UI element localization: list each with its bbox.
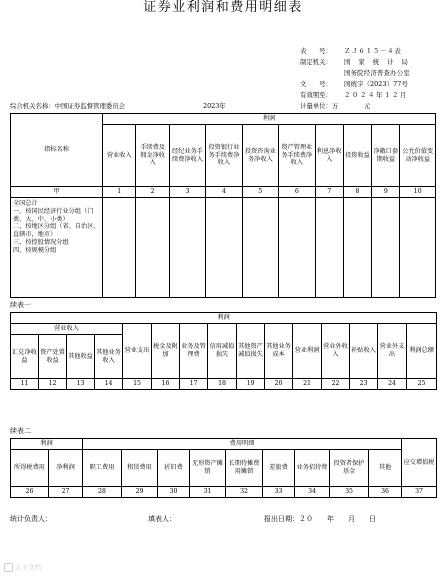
code-row-label: 甲 <box>11 187 103 198</box>
col-code: 36 <box>369 487 402 498</box>
col-code: 16 <box>152 379 180 390</box>
col-code: 37 <box>402 487 437 498</box>
unit-label: 计量单位：万 元 <box>300 102 371 110</box>
col-code: 25 <box>407 379 437 390</box>
col-header: 投资者保护基金 <box>330 450 369 487</box>
col-header: 营业外支出 <box>378 324 407 379</box>
col-header: 营业外收入 <box>322 324 350 379</box>
col-header: 营业收入 <box>103 125 136 187</box>
data-cell[interactable] <box>206 198 242 298</box>
col-header: 业务招待费 <box>295 450 330 487</box>
revenue-group-header: 营业收入 <box>11 324 123 335</box>
data-cell[interactable] <box>136 198 169 298</box>
col-header: 利润总额 <box>407 324 437 379</box>
watermark-text: 天下文档 <box>15 563 41 572</box>
col-code: 4 <box>206 187 242 198</box>
table3 <box>10 438 437 498</box>
col-code: 18 <box>208 379 237 390</box>
col-code: 15 <box>123 379 152 390</box>
col-code: 11 <box>11 379 39 390</box>
col-header: 差旅费 <box>263 450 295 487</box>
col-code: 2 <box>136 187 169 198</box>
col-code: 24 <box>378 379 407 390</box>
col-header: 营业支出 <box>123 324 152 379</box>
col-code: 27 <box>49 487 83 498</box>
row-item: 全国总计 <box>13 200 38 207</box>
row-items-cell <box>11 198 103 298</box>
col-code: 31 <box>190 487 226 498</box>
col-header: 长期待摊费用摊销 <box>226 450 263 487</box>
col-code: 5 <box>242 187 278 198</box>
col-header: 投资咨询业务净收入 <box>242 125 278 187</box>
col-code: 28 <box>83 487 122 498</box>
col-code: 26 <box>11 487 49 498</box>
page-title: 证券业利润和费用明细表 <box>143 0 303 15</box>
col-header: 资产管理业务手续费净收入 <box>279 125 315 187</box>
watermark-logo-icon <box>4 563 13 572</box>
col-header: 其他业务收入 <box>95 335 123 379</box>
col-code: 9 <box>372 187 400 198</box>
data-cell[interactable] <box>103 198 136 298</box>
col-code: 8 <box>343 187 371 198</box>
col-code: 19 <box>237 379 265 390</box>
org-name: 综合机关名称：中国证券监督管理委员会 <box>10 102 126 110</box>
section-label-continued-2: 续表二 <box>10 427 31 435</box>
col-code: 12 <box>39 379 67 390</box>
col-code: 35 <box>330 487 369 498</box>
statistics-head-label: 统计负责人： <box>10 515 52 523</box>
col-code: 34 <box>295 487 330 498</box>
profit-group-header: 利润 <box>11 313 437 324</box>
col-header: 应交增值税 <box>402 439 437 487</box>
col-header: 税金及附加 <box>152 324 180 379</box>
col-header: 经纪业务手续费净收入 <box>169 125 205 187</box>
col-header: 资产处置收益 <box>39 335 67 379</box>
col-code: 7 <box>315 187 343 198</box>
col-header: 补贴收入 <box>350 324 378 379</box>
col-code: 10 <box>400 187 436 198</box>
data-cell[interactable] <box>242 198 278 298</box>
expense-group-header: 费用明细 <box>83 439 402 450</box>
data-cell[interactable] <box>315 198 343 298</box>
col-code: 13 <box>67 379 95 390</box>
data-cell[interactable] <box>279 198 315 298</box>
col-header: 信用减值损失 <box>208 324 237 379</box>
doc-no-value: 国统字（2023）77号 <box>344 80 408 88</box>
col-header: 净敞口套期收益 <box>372 125 400 187</box>
col-code: 30 <box>158 487 190 498</box>
col-header: 公允价值变动净收益 <box>400 125 436 187</box>
col-code: 17 <box>180 379 208 390</box>
valid-until-label: 有效期至： <box>300 91 332 99</box>
form-no-label: 表 号： <box>300 47 332 55</box>
col-code: 3 <box>169 187 205 198</box>
profit-group-header: 利润 <box>103 114 436 125</box>
col-header: 所得税费用 <box>11 450 49 487</box>
data-cell[interactable] <box>169 198 205 298</box>
col-header: 汇兑净收益 <box>11 335 39 379</box>
data-cell[interactable] <box>400 198 436 298</box>
authority-value-2: 国务院经济普查办公室 <box>344 69 410 77</box>
col-header: 投资收益 <box>343 125 371 187</box>
col-code: 23 <box>350 379 378 390</box>
col-code: 29 <box>122 487 158 498</box>
row-item: 二、按地区分组（省、自治区、直辖市，地市） <box>13 223 100 238</box>
col-header: 其他收益 <box>67 335 95 379</box>
col-header: 其他业务成本 <box>265 324 293 379</box>
col-header: 投资银行业务手续费净收入 <box>206 125 242 187</box>
valid-until-value: ２０２４年１２月 <box>344 91 408 99</box>
section-label-continued-1: 续表一 <box>10 301 31 309</box>
indicator-name-header: 指标名称 <box>11 114 103 187</box>
watermark <box>4 563 41 572</box>
col-header: 手续费及佣金净收入 <box>136 125 169 187</box>
form-no-value: ＺＪ６１５－４表 <box>344 47 402 55</box>
col-header: 利息净收入 <box>315 125 343 187</box>
row-item: 四、按规模分组 <box>13 246 57 254</box>
col-code: 1 <box>103 187 136 198</box>
col-code: 14 <box>95 379 123 390</box>
col-code: 22 <box>322 379 350 390</box>
col-header: 净利润 <box>49 450 83 487</box>
col-header: 无形资产摊销 <box>190 450 226 487</box>
col-header: 其他资产减值损失 <box>237 324 265 379</box>
col-header: 营业利润 <box>293 324 322 379</box>
col-header: 租赁费用 <box>122 450 158 487</box>
col-code: 33 <box>263 487 295 498</box>
col-code: 21 <box>293 379 322 390</box>
report-date-label: 报出日期：２０ 年 月 日 <box>264 515 376 523</box>
profit-group-header: 利润 <box>11 439 83 450</box>
authority-label: 制定机关： <box>300 58 332 66</box>
table1 <box>10 113 436 298</box>
row-item: 三、按控股情况分组 <box>13 238 69 246</box>
col-code: 6 <box>279 187 315 198</box>
col-code: 32 <box>226 487 263 498</box>
report-year: 2023年 <box>203 102 226 110</box>
doc-no-label: 文 号： <box>300 80 332 88</box>
col-header: 职工费用 <box>83 450 122 487</box>
authority-value-1: 国 家 统 计 局 <box>344 58 409 66</box>
table2 <box>10 312 437 390</box>
data-cell[interactable] <box>372 198 400 298</box>
col-header: 业务及管理费 <box>180 324 208 379</box>
filler-label: 填表人： <box>148 515 176 523</box>
data-cell[interactable] <box>343 198 371 298</box>
col-code: 20 <box>265 379 293 390</box>
row-item: 一、按国民经济行业分组（门类、大、中、小类） <box>13 207 94 223</box>
col-header: 其他 <box>369 450 402 487</box>
col-header: 折旧费 <box>158 450 190 487</box>
